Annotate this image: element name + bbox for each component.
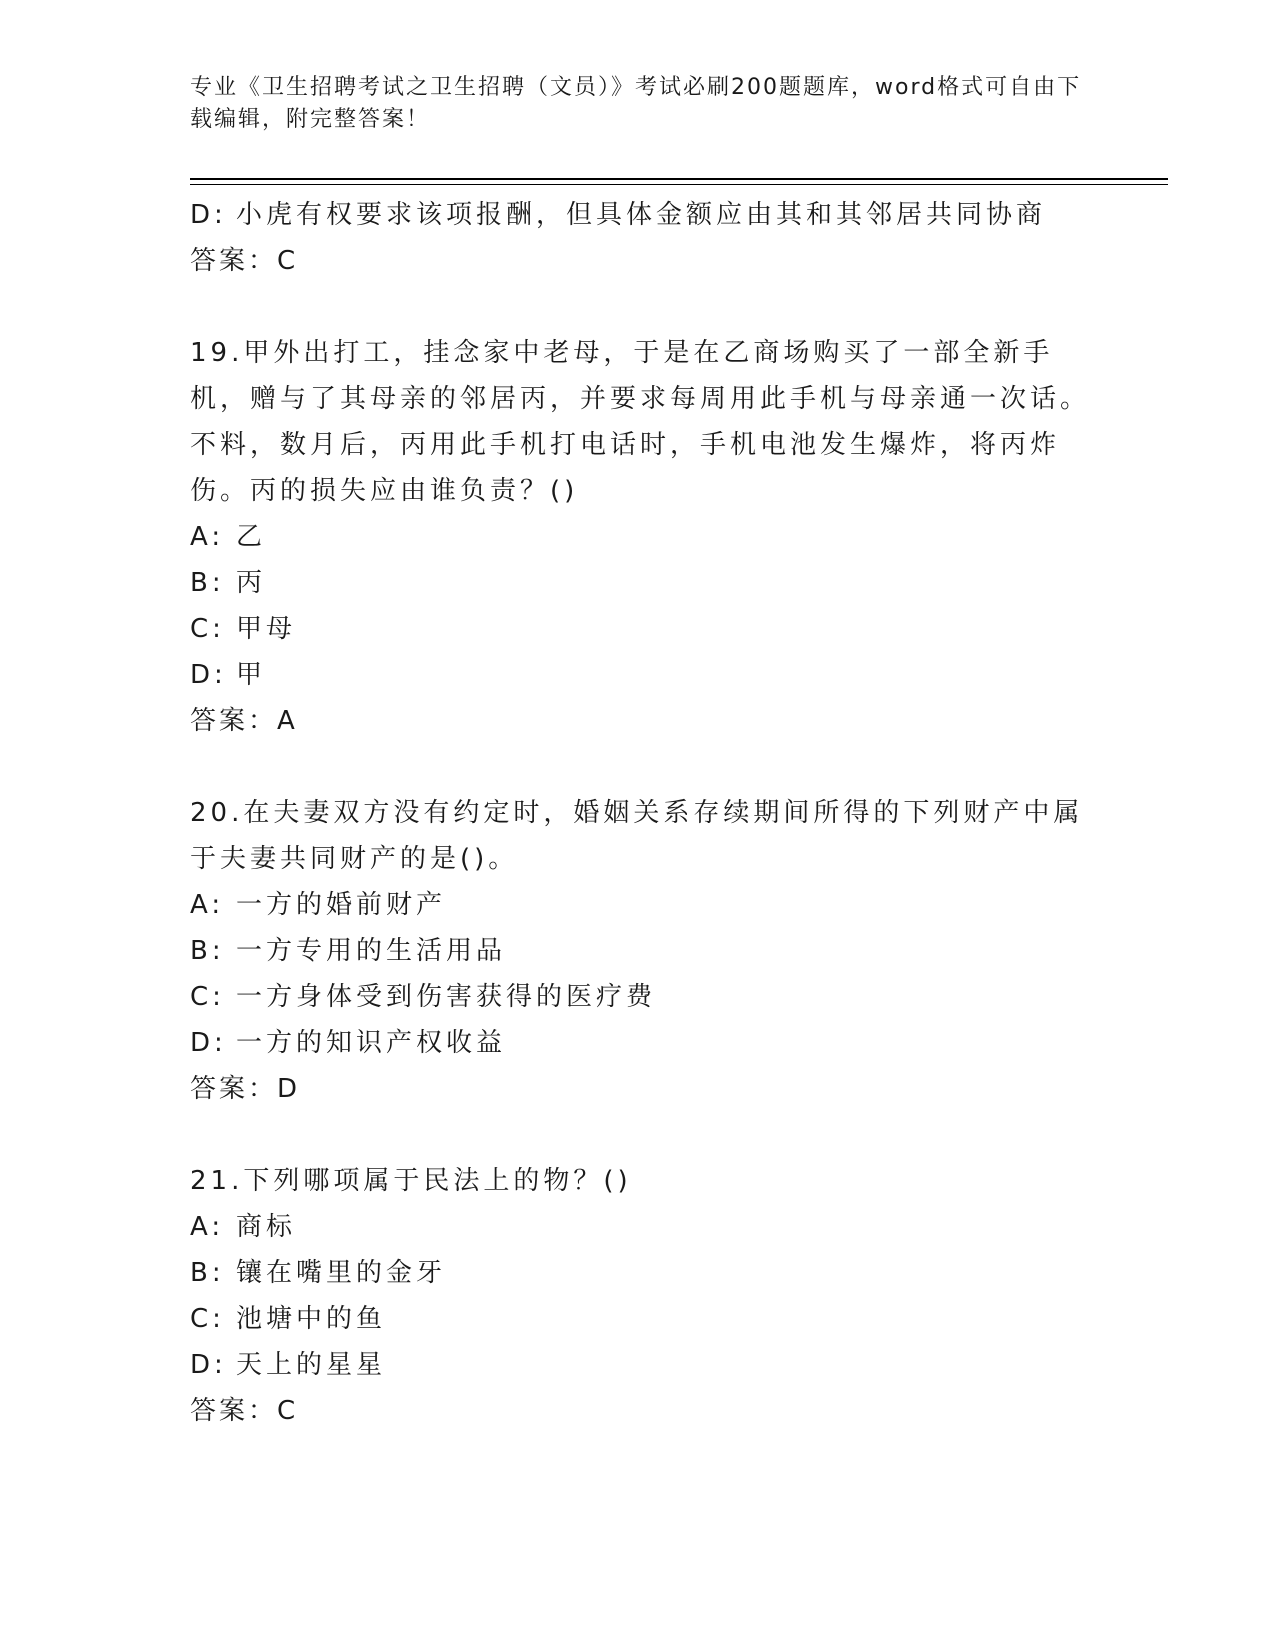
option-text: 一方的婚前财产 xyxy=(236,890,447,920)
question-stem-20: 20.在夫妻双方没有约定时，婚姻关系存续期间所得的下列财产中属于夫妻共同财产的是()。 xyxy=(190,798,1084,874)
option-text: 一方身体受到伤害获得的医疗费 xyxy=(236,982,657,1012)
option-b xyxy=(190,928,1090,974)
answer: 答案：C xyxy=(190,1396,299,1426)
option-letter: A: xyxy=(190,522,225,552)
answer: 答案：C xyxy=(190,246,299,276)
option-letter: B: xyxy=(190,936,225,966)
option-c xyxy=(190,1296,1090,1342)
header-rule-thick xyxy=(190,178,1168,180)
option-letter: C: xyxy=(190,614,225,644)
question-stem-21: 21.下列哪项属于民法上的物？() xyxy=(190,1166,632,1196)
option-letter: C: xyxy=(190,1304,225,1334)
option-letter: D: xyxy=(190,1350,227,1380)
option-text: 天上的星星 xyxy=(236,1350,387,1380)
spacer xyxy=(190,1112,1090,1158)
question-stem-19: 19.甲外出打工，挂念家中老母，于是在乙商场购买了一部全新手机，赠与了其母亲的邻居丙，并要求每周用此手机与母亲通一次话。不料，数月后，丙用此手机打电话时，手机电池发生爆炸，将丙炸伤。丙的损失应由谁负责？() xyxy=(190,338,1091,506)
answer: 答案：A xyxy=(190,706,298,736)
option-d xyxy=(190,192,1090,238)
option-a xyxy=(190,882,1090,928)
document-header: 专业《卫生招聘考试之卫生招聘（文员）》考试必刷200题题库，word格式可自由下载编辑，附完整答案！ xyxy=(190,75,1082,132)
option-text: 镶在嘴里的金牙 xyxy=(236,1258,447,1288)
option-text: 商标 xyxy=(236,1212,297,1242)
option-letter: D: xyxy=(190,1028,227,1058)
option-letter: D: xyxy=(190,200,227,230)
spacer xyxy=(190,744,1090,790)
option-text: 小虎有权要求该项报酬，但具体金额应由其和其邻居共同协商 xyxy=(236,200,1047,230)
option-text: 丙 xyxy=(236,568,267,598)
option-text: 甲母 xyxy=(236,614,297,644)
option-letter: B: xyxy=(190,568,225,598)
spacer xyxy=(190,284,1090,330)
option-text: 一方的知识产权收益 xyxy=(236,1028,507,1058)
option-letter: B: xyxy=(190,1258,225,1288)
option-text: 一方专用的生活用品 xyxy=(236,936,507,966)
option-a xyxy=(190,1204,1090,1250)
option-c xyxy=(190,606,1090,652)
question-content xyxy=(190,192,1090,1434)
option-d xyxy=(190,652,1090,698)
option-text: 乙 xyxy=(236,522,267,552)
header-rule-thin xyxy=(190,184,1168,185)
option-b xyxy=(190,560,1090,606)
option-letter: A: xyxy=(190,890,225,920)
option-letter: C: xyxy=(190,982,225,1012)
option-letter: A: xyxy=(190,1212,225,1242)
option-d xyxy=(190,1342,1090,1388)
option-d xyxy=(190,1020,1090,1066)
option-b xyxy=(190,1250,1090,1296)
option-letter: D: xyxy=(190,660,227,690)
option-text: 甲 xyxy=(236,660,267,690)
option-c xyxy=(190,974,1090,1020)
option-a xyxy=(190,514,1090,560)
option-text: 池塘中的鱼 xyxy=(236,1304,387,1334)
answer: 答案：D xyxy=(190,1074,301,1104)
